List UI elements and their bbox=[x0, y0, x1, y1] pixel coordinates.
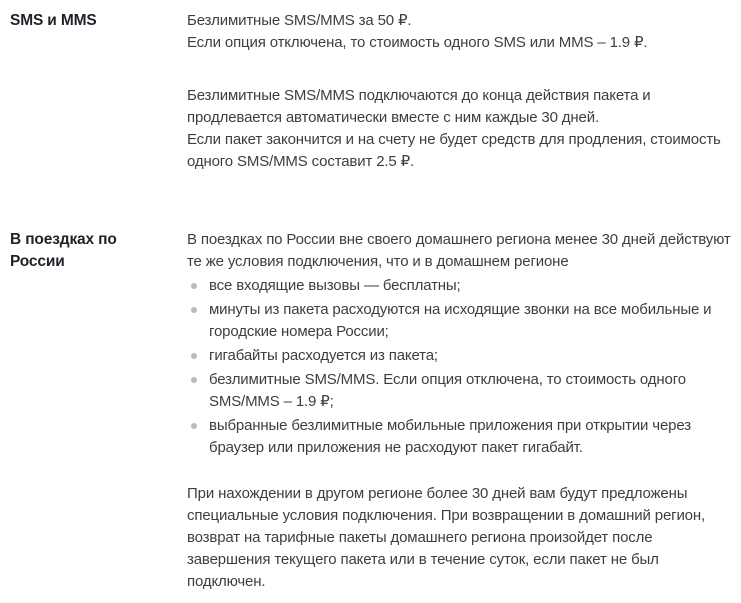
section-sms-mms-label: SMS и MMS bbox=[10, 12, 97, 29]
list-item-text: все входящие вызовы — бесплатны; bbox=[209, 277, 461, 294]
text-line: Безлимитные SMS/MMS за 50 ₽. bbox=[187, 12, 412, 29]
sms-renewal-paragraph bbox=[187, 85, 737, 173]
list-item-text: выбранные безлимитные мобильные приложения при открытии через браузер или приложения не расходуют пакет гигабайт. bbox=[209, 417, 691, 456]
bullet-icon bbox=[191, 353, 197, 359]
text-line: Безлимитные SMS/MMS подключаются до конца действия пакета и продлевается автоматически вместе с ним каждые 30 дней. bbox=[187, 87, 651, 126]
list-item-text: безлимитные SMS/MMS. Если опция отключена, то стоимость одного SMS/MMS – 1.9 ₽; bbox=[209, 371, 686, 410]
bullet-icon bbox=[191, 283, 197, 289]
section-sms-mms-content bbox=[187, 10, 737, 173]
bullet-icon bbox=[191, 377, 197, 383]
travel-conditions-list bbox=[187, 275, 737, 459]
list-item bbox=[187, 415, 737, 459]
list-item bbox=[187, 369, 737, 413]
text-line: Если пакет закончится и на счету не будет средств для продления, стоимость одного SMS/MMS составит 2.5 ₽. bbox=[187, 131, 721, 170]
text-line: Если опция отключена, то стоимость одного SMS или MMS – 1.9 ₽. bbox=[187, 34, 648, 51]
section-travel-russia bbox=[10, 229, 737, 593]
bullet-icon bbox=[191, 423, 197, 429]
list-item-text: минуты из пакета расходуются на исходящие звонки на все мобильные и городские номера России; bbox=[209, 301, 712, 340]
section-sms-mms bbox=[10, 10, 737, 173]
travel-intro-paragraph: В поездках по России вне своего домашнего региона менее 30 дней действуют те же условия подключения, что и в домашнем регионе bbox=[187, 231, 731, 270]
list-item bbox=[187, 299, 737, 343]
list-item bbox=[187, 345, 737, 367]
sms-price-paragraph bbox=[187, 10, 737, 54]
travel-outro-paragraph: При нахождении в другом регионе более 30 дней вам будут предложены специальные условия подключения. При возвращении в домашний регион, возврат на тарифные пакеты домашнего региона произойдет после завершения текущего пакета или в течение суток, если пакет не был подключен. bbox=[187, 485, 706, 590]
bullet-icon bbox=[191, 307, 197, 313]
section-travel-russia-content bbox=[187, 229, 737, 593]
list-item bbox=[187, 275, 737, 297]
list-item-text: гигабайты расходуется из пакета; bbox=[209, 347, 438, 364]
section-travel-russia-label: В поездках по России bbox=[10, 231, 117, 270]
